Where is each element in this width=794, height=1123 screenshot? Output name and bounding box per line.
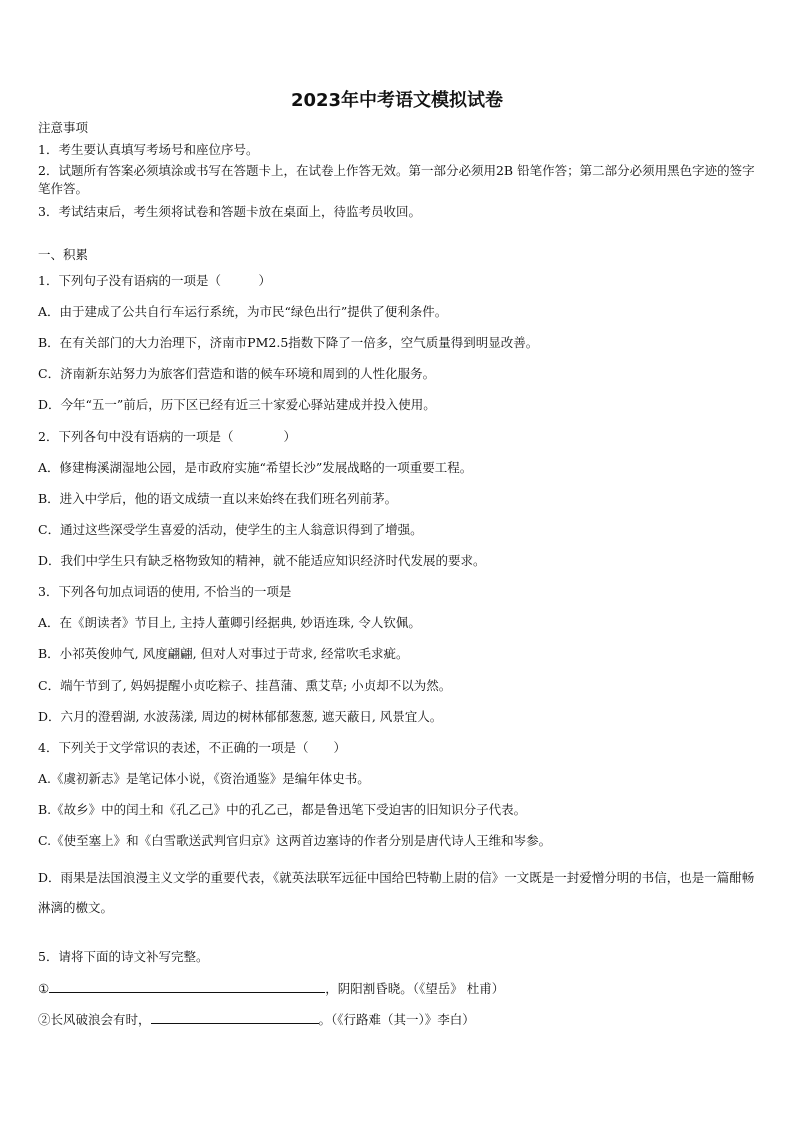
- answer-blank[interactable]: [151, 1010, 319, 1024]
- page-title: 2023年中考语文模拟试卷: [290, 90, 504, 111]
- fill-suffix: 。（《行路难（其一）》李白）: [318, 1012, 475, 1027]
- answer-blank[interactable]: [49, 979, 325, 993]
- question-stem: 4．下列关于文学常识的表述，不正确的一项是（ ）: [38, 740, 346, 755]
- question-option: A．在《朗读者》节目上, 主持人董卿引经据典, 妙语连珠, 令人钦佩。: [38, 615, 421, 630]
- question-option: C.《使至塞上》和《白雪歌送武判官归京》这两首边塞诗的作者分别是唐代诗人王维和岑参。: [38, 833, 552, 848]
- notice-heading: 注意事项: [38, 120, 89, 135]
- question-option: D．今年“五一”前后，历下区已经有近三十家爱心驿站建成并投入使用。: [38, 397, 436, 412]
- fill-prefix: ①: [38, 981, 50, 996]
- question-option: D．雨果是法国浪漫主义文学的重要代表，《就英法联军远征中国给巴特勒上尉的信》一文既是一封爱憎分明的书信，也是一篇酣畅淋漓的檄文。: [38, 870, 755, 915]
- question-option: A．修建梅溪湖湿地公园，是市政府实施“希望长沙”发展战略的一项重要工程。: [38, 460, 473, 475]
- question-option: A.《虞初新志》是笔记体小说，《资治通鉴》是编年体史书。: [38, 771, 370, 786]
- question-option: B．进入中学后，他的语文成绩一直以来始终在我们班名列前茅。: [38, 491, 398, 506]
- fill-blank-line: [38, 979, 504, 998]
- fill-suffix: ，阴阳割昏晓。（《望岳》 杜甫）: [325, 981, 505, 996]
- question-stem: 2．下列各句中没有语病的一项是（ ）: [38, 429, 296, 444]
- question-stem: 3．下列各句加点词语的使用, 不恰当的一项是: [38, 584, 292, 599]
- section-heading: 一、积累: [38, 247, 89, 262]
- fill-prefix: ②长风破浪会有时，: [38, 1012, 151, 1027]
- question-option: A．由于建成了公共自行车运行系统，为市民“绿色出行”提供了便利条件。: [38, 304, 448, 319]
- question-stem: 1．下列句子没有语病的一项是（ ）: [38, 273, 271, 288]
- question-option: D．我们中学生只有缺乏格物致知的精神，就不能适应知识经济时代发展的要求。: [38, 553, 486, 568]
- fill-blank-line: [38, 1010, 475, 1029]
- question-option: D．六月的澄碧湖, 水波荡漾, 周边的树林郁郁葱葱, 遮天蔽日, 风景宜人。: [38, 709, 443, 724]
- question-option: C．端午节到了, 妈妈提醒小贞吃粽子、挂菖蒲、熏艾草; 小贞却不以为然。: [38, 678, 452, 693]
- notice-item: 3．考试结束后，考生须将试卷和答题卡放在桌面上，待监考员收回。: [38, 204, 421, 219]
- question-option: B.《故乡》中的闰土和《孔乙己》中的孔乙己，都是鲁迅笔下受迫害的旧知识分子代表。: [38, 802, 527, 817]
- notice-item: 1．考生要认真填写考场号和座位序号。: [38, 142, 259, 157]
- question-stem: 5．请将下面的诗文补写完整。: [38, 949, 209, 964]
- question-option: B．小祁英俊帅气, 风度翩翩, 但对人对事过于苛求, 经常吹毛求疵。: [38, 646, 409, 661]
- question-option: C．通过这些深受学生喜爱的活动，使学生的主人翁意识得到了增强。: [38, 522, 423, 537]
- notice-item: 2．试题所有答案必须填涂或书写在答题卡上，在试卷上作答无效。第一部分必须用2B 铅笔作答；第二部分必须用黑色字迹的签字笔作答。: [38, 163, 755, 196]
- question-option: B．在有关部门的大力治理下，济南市PM2.5指数下降了一倍多，空气质量得到明显改善。: [38, 335, 539, 350]
- question-option: C．济南新东站努力为旅客们营造和谐的候车环境和周到的人性化服务。: [38, 366, 436, 381]
